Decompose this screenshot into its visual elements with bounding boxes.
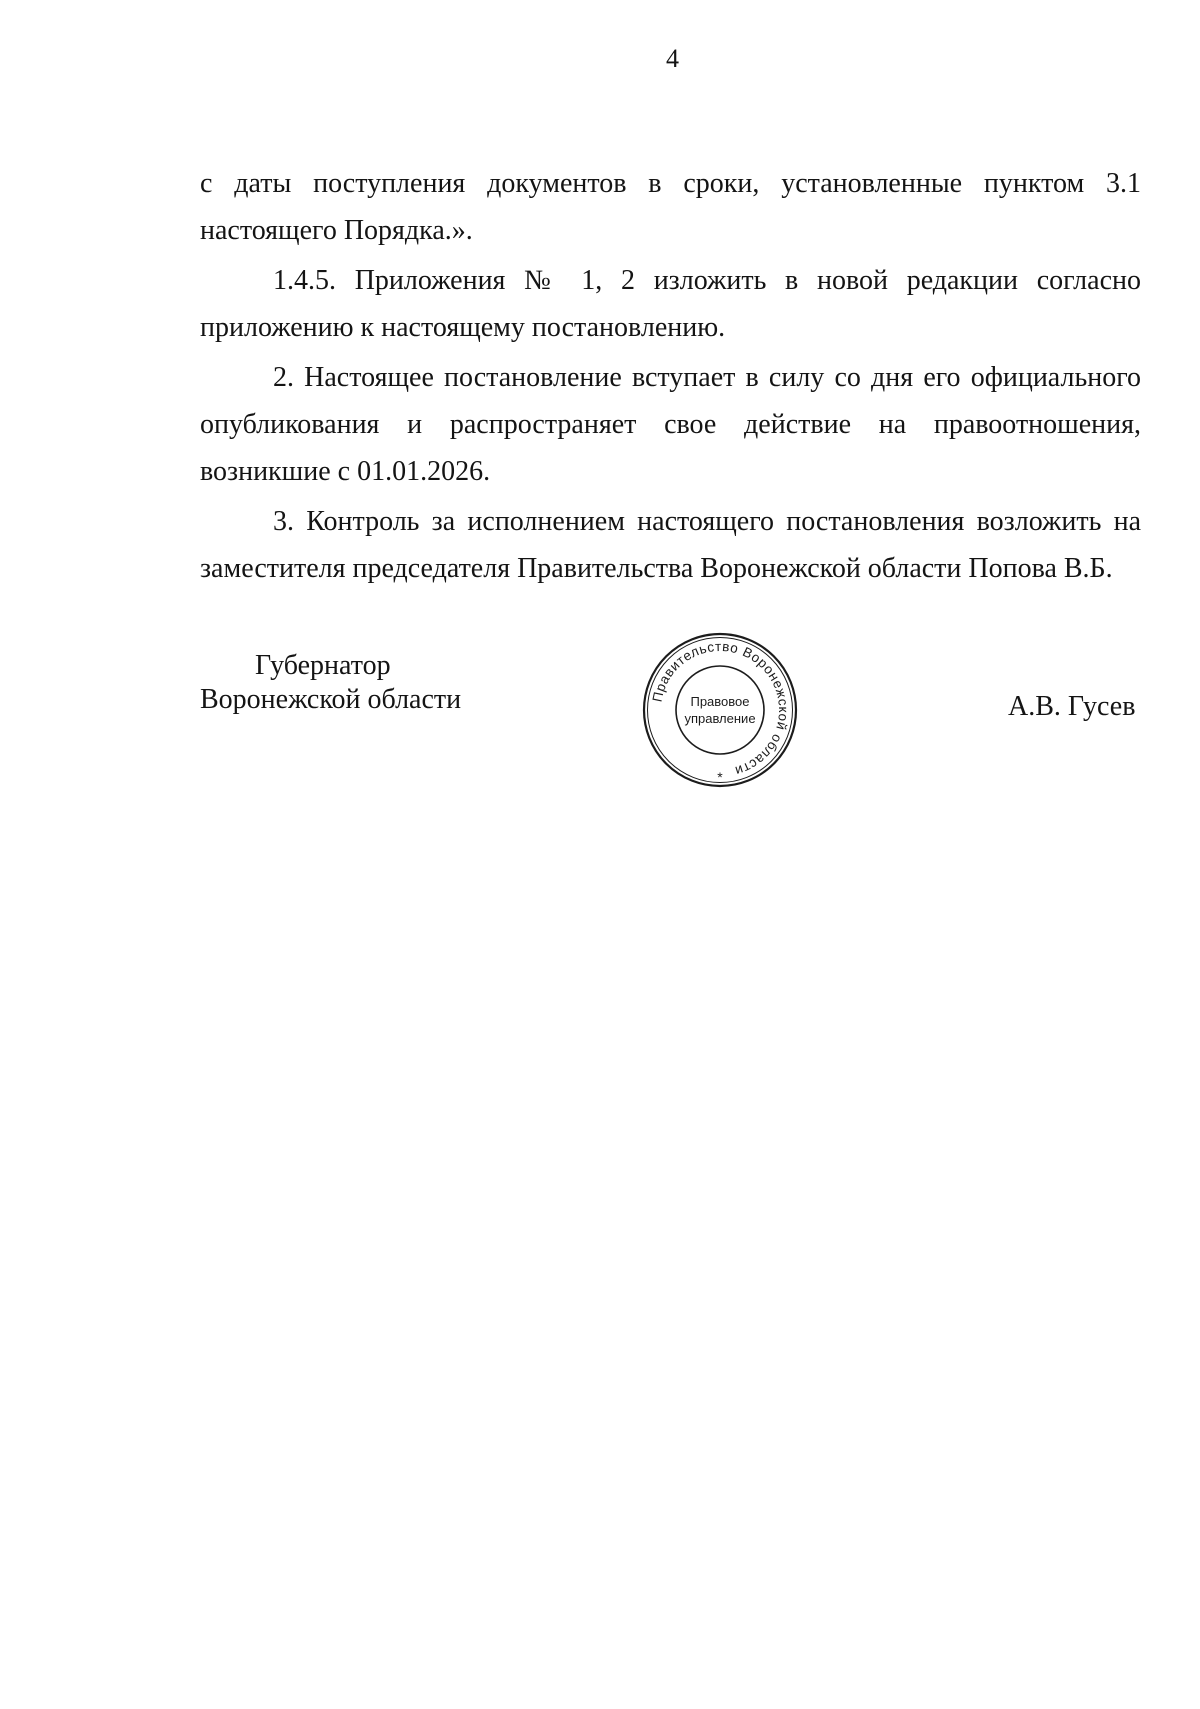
stamp-center-line1: Правовое [690, 694, 750, 709]
official-stamp [640, 630, 800, 790]
stamp-ring-text: Правительство Воронежской области [649, 638, 792, 779]
paragraph-continuation: с даты поступления документов в сроки, установленные пунктом 3.1 настоящего Порядка.». [200, 168, 1141, 246]
stamp-star: * [717, 769, 723, 785]
signatory-title-line1: Губернатор [255, 650, 391, 681]
signature-block [0, 630, 1200, 790]
signatory-name: А.В. Гусев [1008, 691, 1136, 722]
paragraph-3: 3. Контроль за исполнением настоящего постановления возложить на заместителя председателя Правительства Воронежской области Попова В.Б. [200, 506, 1141, 584]
stamp-inner-circle [676, 666, 764, 754]
stamp-outer-circle [644, 634, 796, 786]
signatory-title-line2: Воронежской области [200, 684, 462, 715]
paragraph-1-4-5: 1.4.5. Приложения № 1, 2 изложить в новой редакции согласно приложению к настоящему постановлению. [200, 265, 1141, 343]
stamp-center-line2: управление [684, 711, 756, 726]
page-number: 4 [666, 44, 679, 73]
paragraph-2: 2. Настоящее постановление вступает в силу со дня его официального опубликования и распространяет свое действие на правоотношения, возникшие с 01.01.2026. [200, 362, 1141, 487]
stamp-outer-circle-inner [648, 638, 793, 783]
document-body [200, 160, 1141, 595]
